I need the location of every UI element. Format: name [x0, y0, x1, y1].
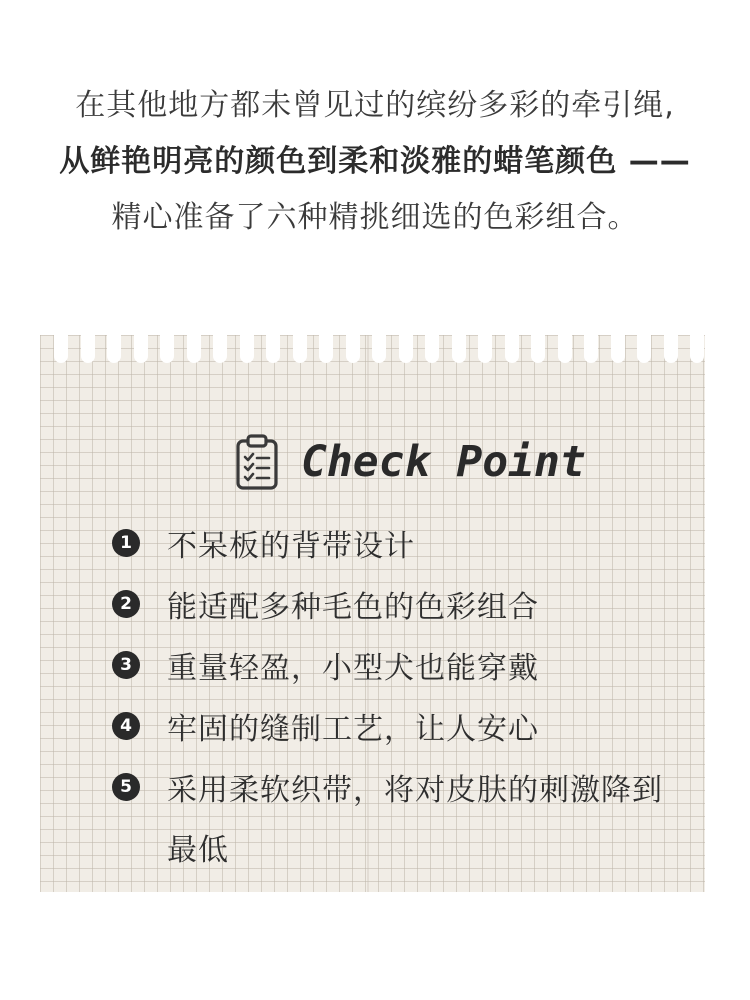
number-badge: 1 [112, 529, 140, 557]
checkpoint-header [235, 427, 586, 497]
grid-notepad [40, 335, 705, 892]
intro-line-2: 从鲜艳明亮的颜色到柔和淡雅的蜡笔颜色 —— [59, 144, 691, 179]
number-badge: 5 [112, 773, 140, 801]
number-badge: 2 [112, 590, 140, 618]
clipboard-checklist-icon [235, 433, 279, 491]
list-item [112, 761, 667, 881]
number-badge: 3 [112, 651, 140, 679]
feature-text: 重量轻盈，小型犬也能穿戴 [167, 651, 539, 686]
perforation-hole [690, 335, 704, 363]
perforation-hole [399, 335, 413, 363]
perforation-hole [558, 335, 572, 363]
perforation-hole [319, 335, 333, 363]
list-item [112, 517, 667, 577]
intro-line-1: 在其他地方都未曾见过的缤纷多彩的牵引绳, [75, 88, 675, 123]
list-item [112, 700, 667, 760]
perforation-hole [81, 335, 95, 363]
perforation-hole [187, 335, 201, 363]
list-item [112, 639, 667, 699]
perforation-hole [160, 335, 174, 363]
perforation-hole [452, 335, 466, 363]
perforation-hole [54, 335, 68, 363]
perforation-hole [478, 335, 492, 363]
perforation-hole [266, 335, 280, 363]
list-item [112, 578, 667, 638]
perforation-hole [664, 335, 678, 363]
perforation-hole [107, 335, 121, 363]
number-badge: 4 [112, 712, 140, 740]
intro-line-3: 精心准备了六种精挑细选的色彩组合。 [111, 200, 639, 235]
intro-text [0, 78, 750, 246]
perforation-hole [611, 335, 625, 363]
feature-text: 牢固的缝制工艺，让人安心 [167, 712, 539, 747]
perforation-hole [240, 335, 254, 363]
perforation-hole [531, 335, 545, 363]
perforation-hole [372, 335, 386, 363]
feature-text: 采用柔软织带，将对皮肤的刺激降到最低 [167, 773, 663, 868]
perforation-hole [505, 335, 519, 363]
perforation-hole [134, 335, 148, 363]
perforation-hole [293, 335, 307, 363]
perforation-hole [425, 335, 439, 363]
perforation-hole [637, 335, 651, 363]
perforation-hole [213, 335, 227, 363]
perforation-hole [346, 335, 360, 363]
checkpoint-title: Check Point [301, 437, 586, 487]
perforation-hole [584, 335, 598, 363]
feature-text: 能适配多种毛色的色彩组合 [167, 590, 539, 625]
feature-text: 不呆板的背带设计 [167, 529, 415, 564]
notepad-perforation [40, 335, 705, 365]
